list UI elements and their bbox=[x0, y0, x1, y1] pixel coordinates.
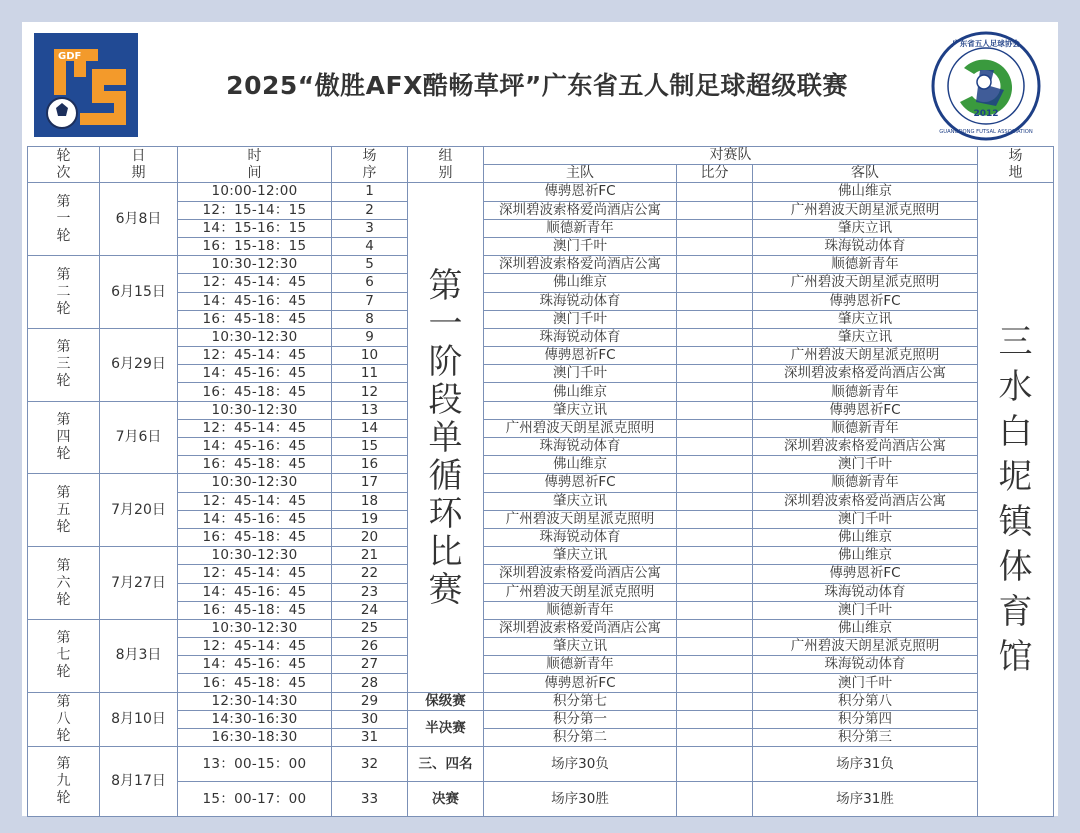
table-row bbox=[28, 674, 1054, 692]
match-seq: 6 bbox=[332, 274, 408, 292]
match-time: 10:30-12:30 bbox=[178, 619, 332, 637]
home-team: 场序30负 bbox=[484, 747, 677, 782]
score-cell bbox=[677, 438, 753, 456]
match-seq: 18 bbox=[332, 492, 408, 510]
match-date: 7月6日 bbox=[100, 401, 178, 474]
score-cell bbox=[677, 456, 753, 474]
score-cell bbox=[677, 674, 753, 692]
table-row bbox=[28, 782, 1054, 817]
round-label: 第 四 轮 bbox=[28, 401, 100, 474]
group-label: 三、四名 bbox=[408, 747, 484, 782]
header bbox=[22, 22, 1058, 148]
home-team: 傳骋恩祈FC bbox=[484, 674, 677, 692]
score-cell bbox=[677, 365, 753, 383]
table-row bbox=[28, 456, 1054, 474]
score-cell bbox=[677, 692, 753, 710]
home-team: 广州碧波天朗星派克照明 bbox=[484, 510, 677, 528]
time-header: 时 间 bbox=[178, 147, 332, 183]
away-team: 傳骋恩祈FC bbox=[753, 292, 978, 310]
table-row bbox=[28, 219, 1054, 237]
gdf-logo-text: GDF bbox=[58, 51, 82, 62]
score-cell bbox=[677, 565, 753, 583]
home-team: 珠海锐动体育 bbox=[484, 438, 677, 456]
match-date: 6月15日 bbox=[100, 256, 178, 329]
home-team: 广州碧波天朗星派克照明 bbox=[484, 583, 677, 601]
table-row bbox=[28, 183, 1054, 201]
match-time: 14：45-16：45 bbox=[178, 438, 332, 456]
match-time: 12：45-14：45 bbox=[178, 565, 332, 583]
group-label: 决赛 bbox=[408, 782, 484, 817]
home-team: 肇庆立讯 bbox=[484, 547, 677, 565]
table-row bbox=[28, 419, 1054, 437]
table-row bbox=[28, 328, 1054, 346]
away-team: 顺德新青年 bbox=[753, 419, 978, 437]
score-cell bbox=[677, 256, 753, 274]
match-time: 12：45-14：45 bbox=[178, 419, 332, 437]
table-row bbox=[28, 365, 1054, 383]
match-time: 10:30-12:30 bbox=[178, 474, 332, 492]
match-date: 6月8日 bbox=[100, 183, 178, 256]
home-team: 傳骋恩祈FC bbox=[484, 347, 677, 365]
match-time: 13：00-15：00 bbox=[178, 747, 332, 782]
table-row bbox=[28, 710, 1054, 728]
match-seq: 28 bbox=[332, 674, 408, 692]
gdf-logo bbox=[34, 33, 138, 137]
away-team: 深圳碧波索格爱尚酒店公寓 bbox=[753, 365, 978, 383]
round-label: 第 二 轮 bbox=[28, 256, 100, 329]
match-seq: 12 bbox=[332, 383, 408, 401]
table-row bbox=[28, 347, 1054, 365]
schedule-sheet bbox=[22, 22, 1058, 816]
score-cell bbox=[677, 474, 753, 492]
away-team: 傳骋恩祈FC bbox=[753, 401, 978, 419]
away-team: 广州碧波天朗星派克照明 bbox=[753, 274, 978, 292]
table-row bbox=[28, 692, 1054, 710]
match-seq: 2 bbox=[332, 201, 408, 219]
header-row-1 bbox=[28, 147, 1054, 165]
home-team: 场序30胜 bbox=[484, 782, 677, 817]
away-team: 珠海锐动体育 bbox=[753, 583, 978, 601]
home-team: 顺德新青年 bbox=[484, 601, 677, 619]
score-cell bbox=[677, 747, 753, 782]
match-time: 10:30-12:30 bbox=[178, 401, 332, 419]
score-cell bbox=[677, 419, 753, 437]
home-team: 积分第七 bbox=[484, 692, 677, 710]
home-team: 珠海锐动体育 bbox=[484, 292, 677, 310]
home-team: 傳骋恩祈FC bbox=[484, 474, 677, 492]
match-time: 14：45-16：45 bbox=[178, 656, 332, 674]
away-team: 广州碧波天朗星派克照明 bbox=[753, 201, 978, 219]
table-row bbox=[28, 583, 1054, 601]
venue-label: 三 水 白 坭 镇 体 育 馆 bbox=[978, 183, 1054, 817]
table-row bbox=[28, 401, 1054, 419]
match-time: 14：45-16：45 bbox=[178, 510, 332, 528]
away-team: 肇庆立讯 bbox=[753, 328, 978, 346]
away-team: 场序31负 bbox=[753, 747, 978, 782]
table-row bbox=[28, 438, 1054, 456]
away-header: 客队 bbox=[753, 165, 978, 183]
table-row bbox=[28, 656, 1054, 674]
away-team: 肇庆立讯 bbox=[753, 310, 978, 328]
match-date: 8月3日 bbox=[100, 619, 178, 692]
page-title: 2025“傲胜AFX酷畅草坪”广东省五人制足球超级联赛 bbox=[226, 71, 848, 100]
away-team: 佛山维京 bbox=[753, 183, 978, 201]
table-row bbox=[28, 547, 1054, 565]
match-time: 14：45-16：45 bbox=[178, 365, 332, 383]
score-cell bbox=[677, 383, 753, 401]
away-team: 广州碧波天朗星派克照明 bbox=[753, 638, 978, 656]
match-seq: 15 bbox=[332, 438, 408, 456]
match-time: 16：45-18：45 bbox=[178, 456, 332, 474]
score-cell bbox=[677, 547, 753, 565]
seq-header: 场 序 bbox=[332, 147, 408, 183]
teams-header: 对赛队 bbox=[484, 147, 978, 165]
score-cell bbox=[677, 183, 753, 201]
home-team: 顺德新青年 bbox=[484, 219, 677, 237]
table-row bbox=[28, 237, 1054, 255]
away-team: 顺德新青年 bbox=[753, 383, 978, 401]
group-label: 半决赛 bbox=[408, 710, 484, 746]
round-label: 第 九 轮 bbox=[28, 747, 100, 817]
away-team: 顺德新青年 bbox=[753, 474, 978, 492]
table-row bbox=[28, 474, 1054, 492]
home-team: 深圳碧波索格爱尚酒店公寓 bbox=[484, 201, 677, 219]
score-cell bbox=[677, 710, 753, 728]
round-header: 轮 次 bbox=[28, 147, 100, 183]
score-cell bbox=[677, 782, 753, 817]
home-team: 珠海锐动体育 bbox=[484, 328, 677, 346]
match-time: 10:30-12:30 bbox=[178, 547, 332, 565]
score-cell bbox=[677, 729, 753, 747]
match-time: 10:30-12:30 bbox=[178, 328, 332, 346]
round-label: 第 三 轮 bbox=[28, 328, 100, 401]
match-time: 12:30-14:30 bbox=[178, 692, 332, 710]
match-seq: 30 bbox=[332, 710, 408, 728]
match-seq: 23 bbox=[332, 583, 408, 601]
away-team: 广州碧波天朗星派克照明 bbox=[753, 347, 978, 365]
date-header: 日 期 bbox=[100, 147, 178, 183]
score-cell bbox=[677, 492, 753, 510]
match-seq: 33 bbox=[332, 782, 408, 817]
score-cell bbox=[677, 638, 753, 656]
home-team: 积分第一 bbox=[484, 710, 677, 728]
match-seq: 24 bbox=[332, 601, 408, 619]
away-team: 珠海锐动体育 bbox=[753, 656, 978, 674]
match-seq: 11 bbox=[332, 365, 408, 383]
away-team: 佛山维京 bbox=[753, 547, 978, 565]
association-seal-icon bbox=[930, 30, 1042, 142]
score-cell bbox=[677, 510, 753, 528]
schedule-table bbox=[27, 146, 1054, 817]
match-time: 16：45-18：45 bbox=[178, 383, 332, 401]
table-row bbox=[28, 310, 1054, 328]
home-team: 傳骋恩祈FC bbox=[484, 183, 677, 201]
seal-year: 2012 bbox=[973, 109, 999, 119]
home-team: 深圳碧波索格爱尚酒店公寓 bbox=[484, 619, 677, 637]
score-cell bbox=[677, 347, 753, 365]
match-seq: 10 bbox=[332, 347, 408, 365]
away-team: 澳门千叶 bbox=[753, 674, 978, 692]
table-row bbox=[28, 601, 1054, 619]
stage-label: 第 一 阶 段 单 循 环 比 赛 bbox=[408, 183, 484, 692]
table-row bbox=[28, 619, 1054, 637]
match-time: 14：45-16：45 bbox=[178, 583, 332, 601]
match-seq: 20 bbox=[332, 528, 408, 546]
table-row bbox=[28, 201, 1054, 219]
match-time: 16：15-18：15 bbox=[178, 237, 332, 255]
match-time: 12：45-14：45 bbox=[178, 347, 332, 365]
match-seq: 5 bbox=[332, 256, 408, 274]
table-row bbox=[28, 274, 1054, 292]
match-seq: 27 bbox=[332, 656, 408, 674]
away-team: 珠海锐动体育 bbox=[753, 237, 978, 255]
table-row bbox=[28, 292, 1054, 310]
home-team: 顺德新青年 bbox=[484, 656, 677, 674]
match-seq: 25 bbox=[332, 619, 408, 637]
table-row bbox=[28, 510, 1054, 528]
home-header: 主队 bbox=[484, 165, 677, 183]
home-team: 肇庆立讯 bbox=[484, 401, 677, 419]
match-time: 14：15-16：15 bbox=[178, 219, 332, 237]
match-time: 16：45-18：45 bbox=[178, 528, 332, 546]
away-team: 积分第八 bbox=[753, 692, 978, 710]
away-team: 深圳碧波索格爱尚酒店公寓 bbox=[753, 492, 978, 510]
seal-en-text: GUANGDONG FUTSAL ASSOCIATION bbox=[939, 129, 1033, 135]
table-row bbox=[28, 256, 1054, 274]
home-team: 澳门千叶 bbox=[484, 310, 677, 328]
match-time: 16:30-18:30 bbox=[178, 729, 332, 747]
home-team: 佛山维京 bbox=[484, 383, 677, 401]
match-seq: 16 bbox=[332, 456, 408, 474]
match-seq: 13 bbox=[332, 401, 408, 419]
score-cell bbox=[677, 274, 753, 292]
home-team: 佛山维京 bbox=[484, 274, 677, 292]
table-row bbox=[28, 747, 1054, 782]
round-label: 第 五 轮 bbox=[28, 474, 100, 547]
away-team: 澳门千叶 bbox=[753, 601, 978, 619]
round-label: 第 七 轮 bbox=[28, 619, 100, 692]
match-date: 6月29日 bbox=[100, 328, 178, 401]
match-seq: 3 bbox=[332, 219, 408, 237]
score-cell bbox=[677, 528, 753, 546]
match-time: 12：15-14：15 bbox=[178, 201, 332, 219]
match-seq: 22 bbox=[332, 565, 408, 583]
away-team: 澳门千叶 bbox=[753, 510, 978, 528]
table-row bbox=[28, 565, 1054, 583]
away-team: 顺德新青年 bbox=[753, 256, 978, 274]
match-seq: 1 bbox=[332, 183, 408, 201]
round-label: 第 八 轮 bbox=[28, 692, 100, 747]
seal-cn-text: 广东省五人足球协会 bbox=[952, 39, 1020, 48]
match-seq: 31 bbox=[332, 729, 408, 747]
away-team: 积分第三 bbox=[753, 729, 978, 747]
home-team: 肇庆立讯 bbox=[484, 492, 677, 510]
home-team: 佛山维京 bbox=[484, 456, 677, 474]
match-date: 7月20日 bbox=[100, 474, 178, 547]
group-header: 组 别 bbox=[408, 147, 484, 183]
match-seq: 7 bbox=[332, 292, 408, 310]
match-seq: 17 bbox=[332, 474, 408, 492]
match-seq: 29 bbox=[332, 692, 408, 710]
home-team: 澳门千叶 bbox=[484, 237, 677, 255]
match-seq: 9 bbox=[332, 328, 408, 346]
venue-header: 场 地 bbox=[978, 147, 1054, 183]
match-time: 12：45-14：45 bbox=[178, 274, 332, 292]
score-cell bbox=[677, 237, 753, 255]
score-cell bbox=[677, 292, 753, 310]
home-team: 澳门千叶 bbox=[484, 365, 677, 383]
score-cell bbox=[677, 328, 753, 346]
group-label: 保级赛 bbox=[408, 692, 484, 710]
match-time: 16：45-18：45 bbox=[178, 674, 332, 692]
match-date: 8月10日 bbox=[100, 692, 178, 747]
home-team: 深圳碧波索格爱尚酒店公寓 bbox=[484, 565, 677, 583]
match-seq: 14 bbox=[332, 419, 408, 437]
match-date: 8月17日 bbox=[100, 747, 178, 817]
match-time: 12：45-14：45 bbox=[178, 492, 332, 510]
match-time: 15：00-17：00 bbox=[178, 782, 332, 817]
away-team: 佛山维京 bbox=[753, 619, 978, 637]
match-time: 12：45-14：45 bbox=[178, 638, 332, 656]
round-label: 第 六 轮 bbox=[28, 547, 100, 620]
table-row bbox=[28, 492, 1054, 510]
away-team: 场序31胜 bbox=[753, 782, 978, 817]
score-cell bbox=[677, 601, 753, 619]
score-cell bbox=[677, 310, 753, 328]
score-cell bbox=[677, 219, 753, 237]
home-team: 深圳碧波索格爱尚酒店公寓 bbox=[484, 256, 677, 274]
away-team: 佛山维京 bbox=[753, 528, 978, 546]
match-seq: 21 bbox=[332, 547, 408, 565]
match-seq: 4 bbox=[332, 237, 408, 255]
match-time: 16：45-18：45 bbox=[178, 310, 332, 328]
away-team: 傳骋恩祈FC bbox=[753, 565, 978, 583]
match-time: 10:00-12:00 bbox=[178, 183, 332, 201]
match-seq: 8 bbox=[332, 310, 408, 328]
away-team: 澳门千叶 bbox=[753, 456, 978, 474]
score-cell bbox=[677, 401, 753, 419]
table-row bbox=[28, 528, 1054, 546]
home-team: 肇庆立讯 bbox=[484, 638, 677, 656]
match-date: 7月27日 bbox=[100, 547, 178, 620]
match-time: 14:30-16:30 bbox=[178, 710, 332, 728]
away-team: 深圳碧波索格爱尚酒店公寓 bbox=[753, 438, 978, 456]
round-label: 第 一 轮 bbox=[28, 183, 100, 256]
score-cell bbox=[677, 656, 753, 674]
match-seq: 32 bbox=[332, 747, 408, 782]
table-row bbox=[28, 729, 1054, 747]
score-cell bbox=[677, 619, 753, 637]
score-header: 比分 bbox=[677, 165, 753, 183]
match-seq: 19 bbox=[332, 510, 408, 528]
away-team: 积分第四 bbox=[753, 710, 978, 728]
match-time: 14：45-16：45 bbox=[178, 292, 332, 310]
away-team: 肇庆立讯 bbox=[753, 219, 978, 237]
score-cell bbox=[677, 201, 753, 219]
match-time: 16：45-18：45 bbox=[178, 601, 332, 619]
score-cell bbox=[677, 583, 753, 601]
home-team: 积分第二 bbox=[484, 729, 677, 747]
table-row bbox=[28, 383, 1054, 401]
home-team: 广州碧波天朗星派克照明 bbox=[484, 419, 677, 437]
match-seq: 26 bbox=[332, 638, 408, 656]
match-time: 10:30-12:30 bbox=[178, 256, 332, 274]
table-row bbox=[28, 638, 1054, 656]
home-team: 珠海锐动体育 bbox=[484, 528, 677, 546]
